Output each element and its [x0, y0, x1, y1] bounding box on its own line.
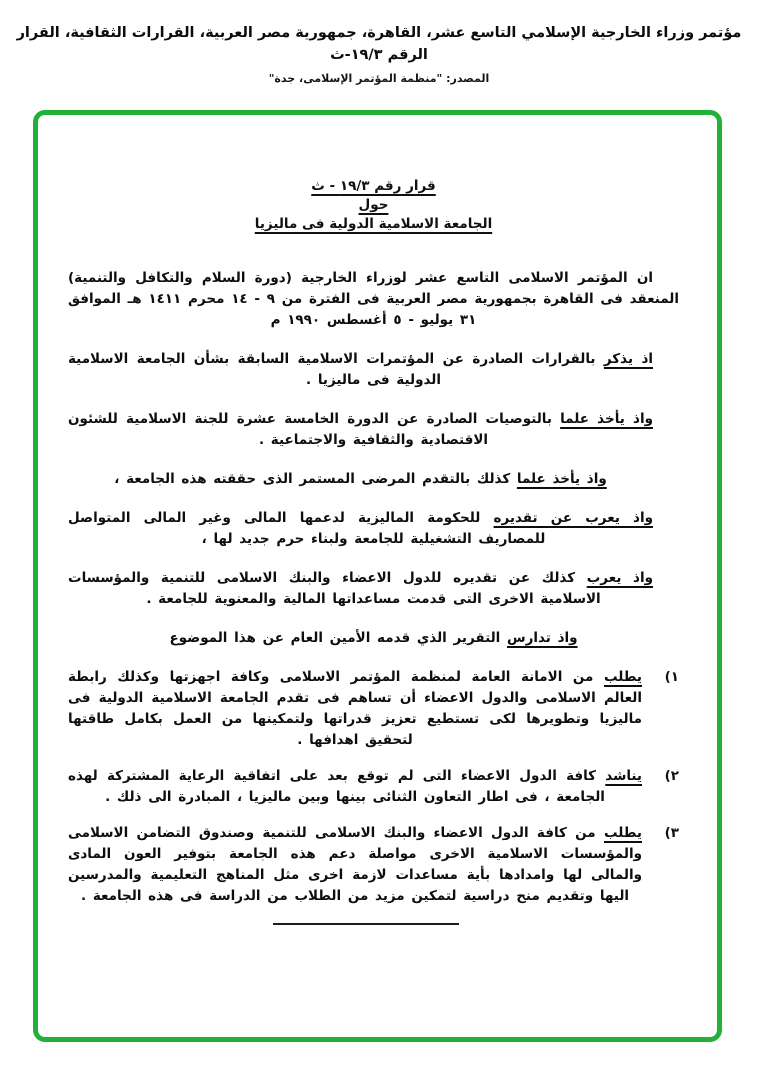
- item-text: [68, 667, 642, 751]
- separator-line: [273, 923, 459, 925]
- title-subject: الجامعة الاسلامية الدولية فى ماليزيا: [254, 216, 493, 232]
- list-item-2: [68, 766, 679, 808]
- item-number: ١): [664, 669, 679, 685]
- preamble-paragraph-6: [68, 568, 679, 610]
- document-body: [38, 115, 717, 1037]
- preamble-paragraph-7: [68, 628, 679, 649]
- paragraph-lead: واذ تدارس: [506, 630, 578, 646]
- paragraph-text: كذلك بالتقدم المرضى المستمر الذى حققته هذه الجامعة ،: [114, 471, 517, 487]
- item-body: من كافة الدول الاعضاء والبنك الاسلامى للتنمية وصندوق التضامن الاسلامى والمؤسسات الاسلامية الاخرى مواصلة دعم هذه الجامعة بتوفير العون المادى والمالى لها وامدادها بأية مساعدات لازمة اخرى مثل المناهج التعليمية والمدرسين اليها وتقديم منح دراسية لتمكين مزيد من الطلاب من الدراسة فى هذه الجامعة .: [68, 825, 642, 904]
- list-item-3: [68, 823, 679, 907]
- item-lead: يناشد: [605, 768, 642, 784]
- paragraph-text: كذلك عن تقديره للدول الاعضاء والبنك الاسلامى للتنمية والمؤسسات الاسلامية الاخرى التى قدمت مساعداتها المالية والمعنوية للجامعة .: [68, 570, 601, 607]
- paragraph-text: ان المؤتمر الاسلامى التاسع عشر لوزراء الخارجية (دورة السلام والتكافل والتنمية) المنعقد فى القاهرة بجمهورية مصر العربية فى الفترة من ٩ - ١٤ محرم ١٤١١ هـ الموافق ٣١ يوليو - ٥ أغسطس ١٩٩٠ م: [68, 270, 679, 328]
- preamble-paragraph-5: [68, 508, 679, 550]
- paragraph-text: بالقرارات الصادرة عن المؤتمرات الاسلامية السابقة بشأن الجامعة الاسلامية الدولية فى ماليزيا .: [68, 351, 604, 388]
- preamble-paragraph-3: [68, 409, 679, 451]
- item-body: من الامانة العامة لمنظمة المؤتمر الاسلامى وكافة اجهزتها وكذلك رابطة العالم الاسلامى والدول الاعضاء أن تساهم فى تقدم الجامعة الاسلامية الدولية فى ماليزيا وتطويرها لكى تستطيع تعزيز قدراتها ولتمكينها من العمل بكامل طاقتها لتحقيق اهدافها .: [68, 669, 642, 748]
- item-text: [68, 766, 642, 808]
- paragraph-lead: واذ يعرب: [586, 570, 653, 586]
- header-citation-line: مؤتمر وزراء الخارجية الإسلامي التاسع عشر، القاهرة، جمهورية مصر العربية، القرارات الثقافية، القرار الرقم ١٩/٣-ث: [16, 25, 742, 63]
- paragraph-lead: واذ يأخذ علما: [516, 471, 607, 487]
- preamble-paragraph-1: [68, 268, 679, 331]
- preamble-paragraph-2: [68, 349, 679, 391]
- item-lead: يطلب: [603, 825, 642, 841]
- title-about-word: حول: [358, 197, 389, 213]
- list-item-1: [68, 667, 679, 751]
- header-source-line: المصدر: "منظمة المؤتمر الإسلامى، جدة": [268, 72, 490, 85]
- item-lead: يطلب: [603, 669, 642, 685]
- paragraph-lead: واذ يأخذ علما: [560, 411, 653, 427]
- paragraph-text: بالتوصيات الصادرة عن الدورة الخامسة عشرة للجنة الاسلامية للشئون الاقتصادية والثقافية والاجتماعية .: [68, 411, 561, 448]
- preamble-paragraph-4: [68, 469, 679, 490]
- operative-items: [68, 667, 679, 907]
- resolution-number: قرار رقم ١٩/٣ - ث: [311, 178, 436, 194]
- paragraph-lead: واذ يعرب عن تقديره: [493, 510, 654, 526]
- paragraph-lead: اذ يذكر: [603, 351, 653, 367]
- item-body: كافة الدول الاعضاء التى لم توقع بعد على اتفاقية الرعاية المشتركة لهذه الجامعة ، فى اطار التعاون الثنائى بينها وبين ماليزيا ، المبادرة الى ذلك .: [68, 768, 606, 805]
- item-number: ٢): [664, 768, 679, 784]
- resolution-title: [68, 177, 679, 234]
- item-text: [68, 823, 642, 907]
- page-header: [0, 22, 758, 85]
- paragraph-text: للحكومة الماليزية لدعمها المالى وغير المالى المتواصل للمصاريف التشغيلية للجامعة ولبناء حرم جديد لها ،: [68, 510, 546, 547]
- item-number: ٣): [664, 825, 679, 841]
- paragraph-text: التقرير الذي قدمه الأمين العام عن هذا الموضوع: [169, 630, 507, 646]
